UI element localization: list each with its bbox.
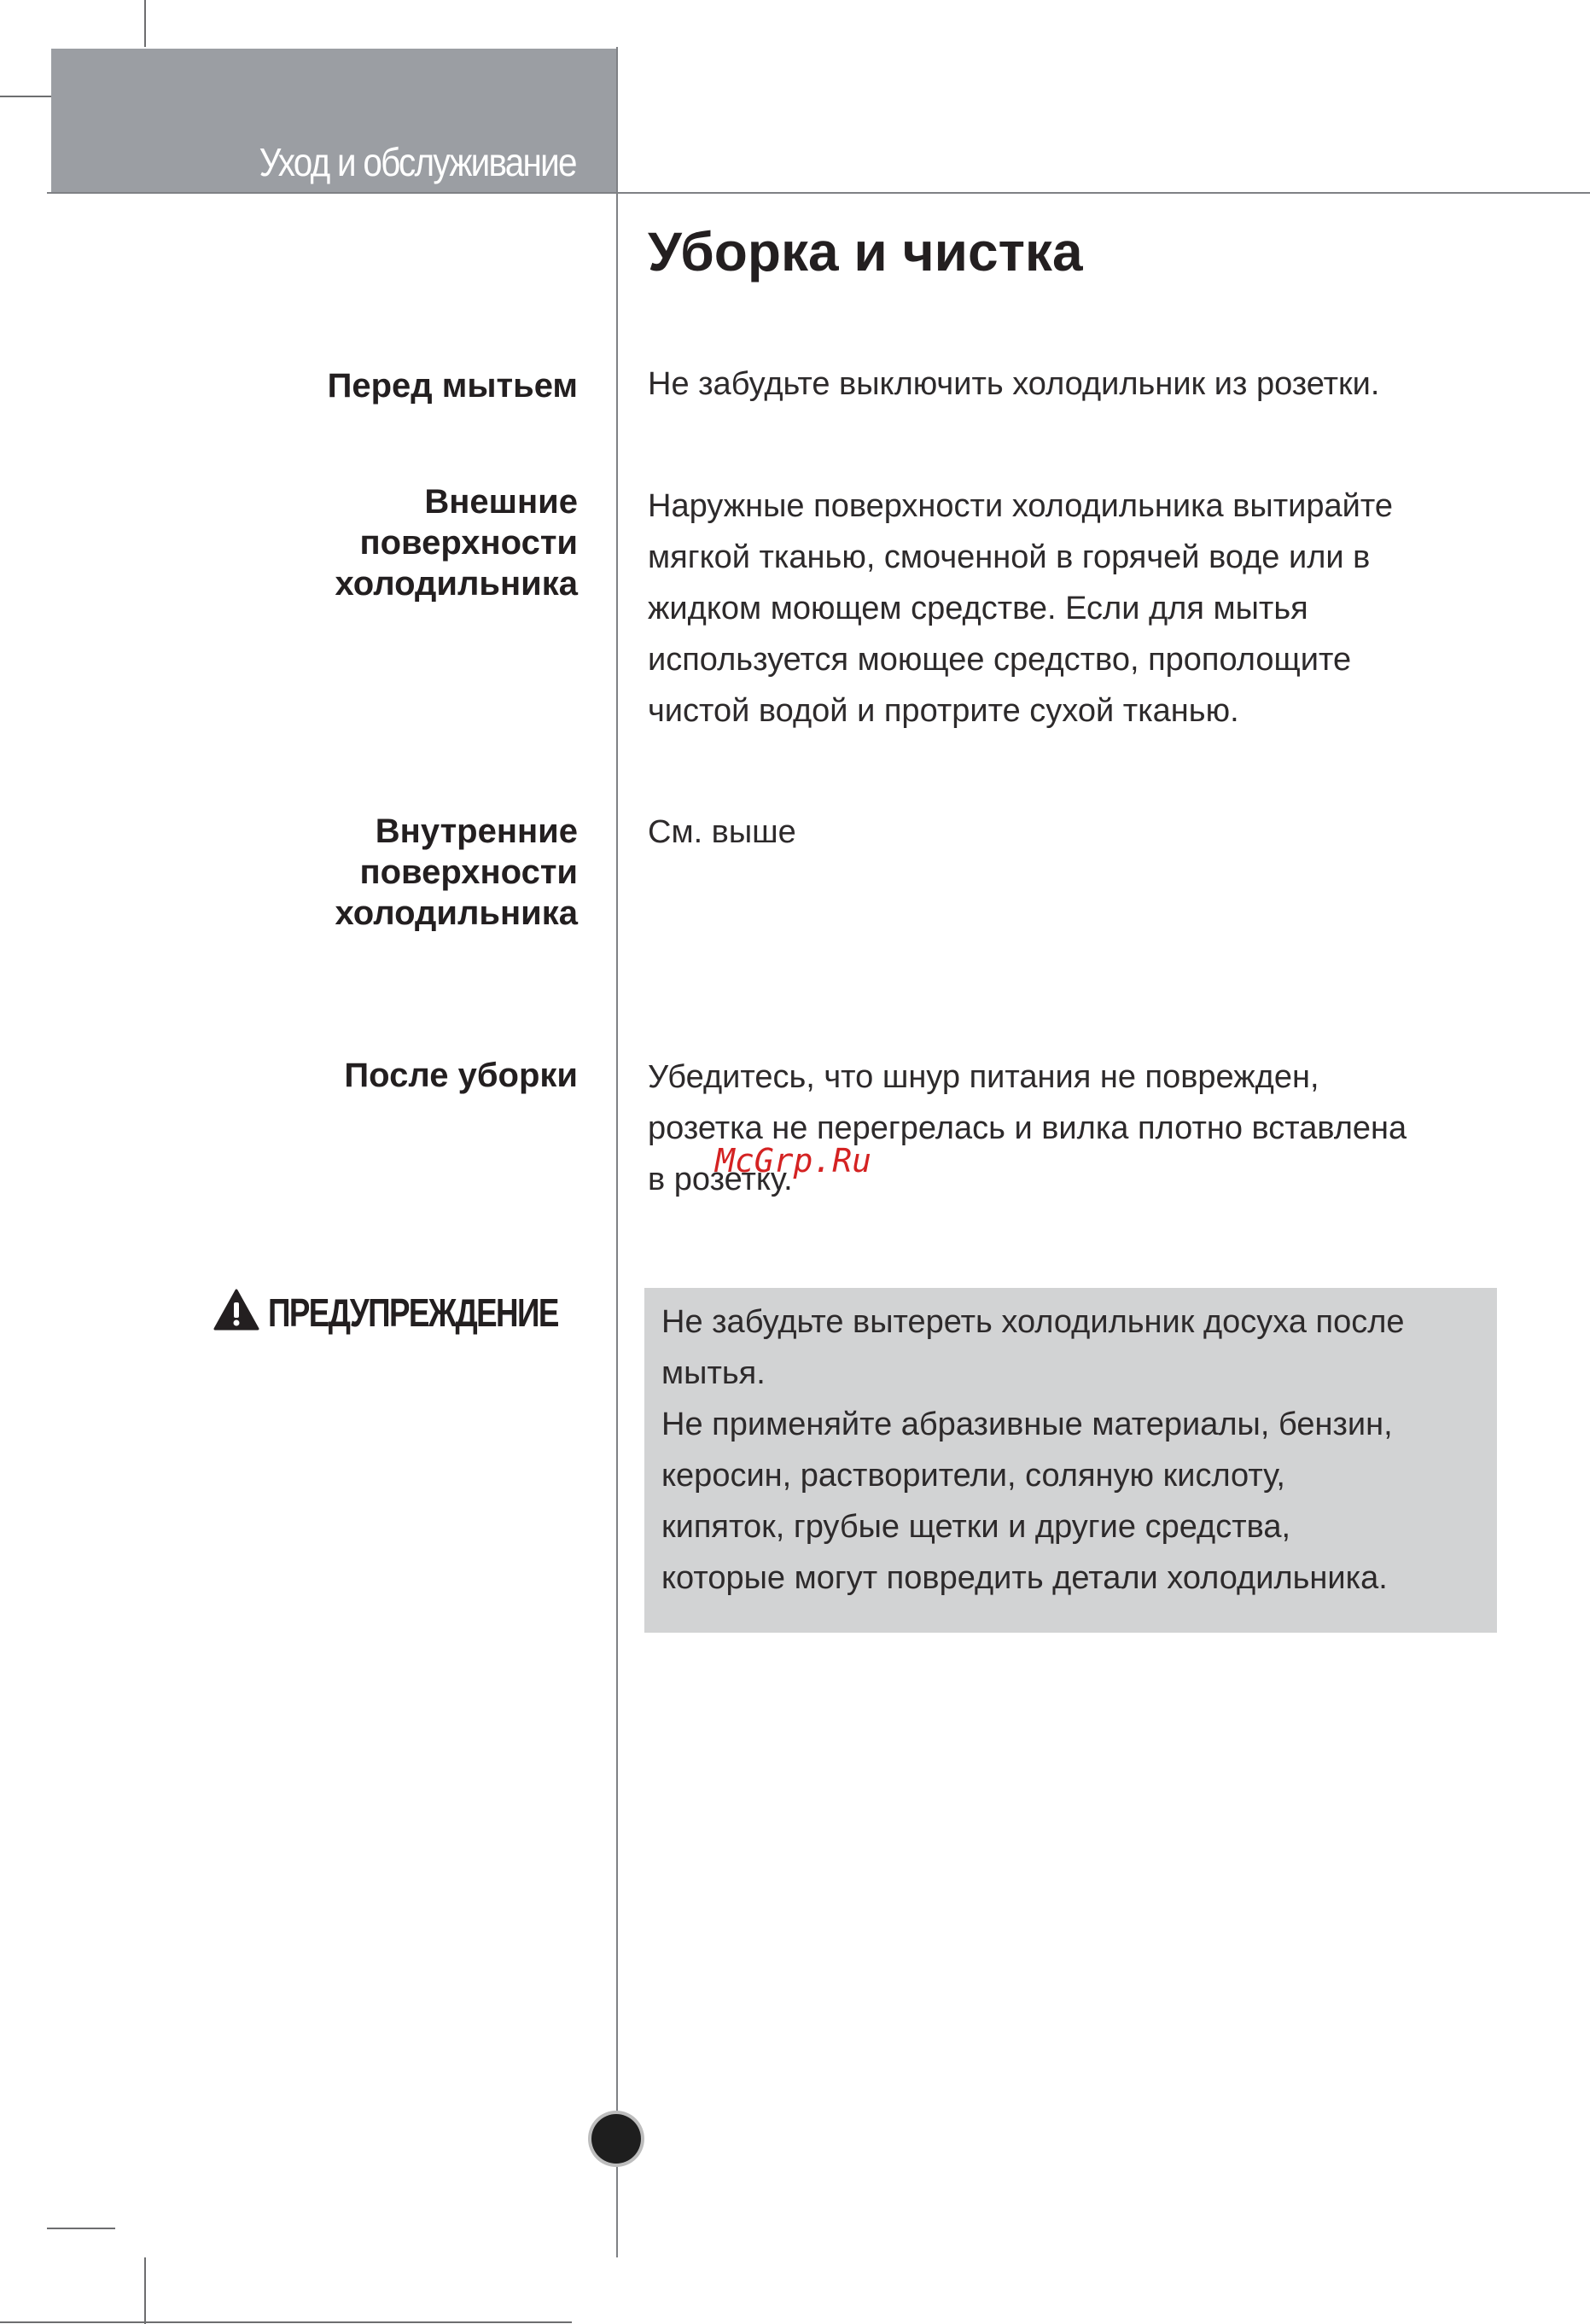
warning-text-line: керосин, растворители, соляную кислоту, — [661, 1458, 1285, 1494]
crop-mark-bottom-line — [0, 2321, 572, 2323]
warning-text-line: Не забудьте вытереть холодильник досуха после — [661, 1304, 1405, 1340]
warning-text — [661, 1296, 1523, 1604]
warning-text-line: Не применяйте абразивные материалы, бензин, — [661, 1407, 1393, 1442]
row-label-line: поверхности — [359, 524, 578, 562]
crop-mark-bottom-h — [47, 2228, 115, 2229]
row-label-before-washing — [134, 365, 578, 406]
row-text-line: мягкой тканью, смоченной в горячей воде или в — [648, 539, 1371, 575]
row-text-after-cleaning — [648, 1051, 1510, 1205]
row-text-before-washing — [648, 358, 1510, 410]
warning-text-line: кипяток, грубые щетки и другие средства, — [661, 1509, 1291, 1545]
crop-mark-bottom-v — [144, 2257, 146, 2324]
row-label-interior-surfaces — [134, 811, 578, 934]
warning-text-line: мытья. — [661, 1355, 766, 1391]
row-label-line: холодильника — [335, 894, 578, 932]
row-text-line: розетка не перегрелась и вилка плотно вставлена — [648, 1110, 1407, 1146]
section-title: Уход и обслуживание — [259, 140, 576, 184]
row-text-interior-surfaces — [648, 807, 1510, 858]
row-text-line: чистой водой и протрите сухой тканью. — [648, 693, 1239, 729]
page-title: Уборка и чистка — [648, 221, 1083, 282]
row-text-line: в розетку. — [648, 1162, 793, 1197]
crop-mark-top-h — [0, 96, 51, 97]
warning-text-line: которые могут повредить детали холодильника. — [661, 1560, 1388, 1596]
row-text-exterior-surfaces — [648, 481, 1510, 737]
row-label-line: После уборки — [344, 1057, 578, 1094]
row-text-line: жидком моющем средстве. Если для мытья — [648, 591, 1308, 626]
header-rule — [47, 192, 1590, 194]
page-marker-dot — [591, 2114, 641, 2164]
row-label-line: Внутренние — [375, 813, 578, 850]
watermark: McGrp.Ru — [715, 1142, 872, 1179]
row-text-line: Убедитесь, что шнур питания не поврежден, — [648, 1059, 1319, 1095]
warning-box — [644, 1288, 1497, 1633]
row-text-line: Не забудьте выключить холодильник из розетки. — [648, 366, 1380, 402]
column-divider — [616, 47, 618, 2257]
row-label-line: Перед мытьем — [327, 367, 578, 405]
row-label-after-cleaning — [134, 1055, 578, 1096]
crop-mark-top-v — [144, 0, 146, 47]
row-label-line: холодильника — [335, 565, 578, 603]
warning-label — [213, 1289, 578, 1336]
warning-triangle-icon — [213, 1289, 259, 1336]
section-header-band — [51, 49, 617, 192]
row-label-line: Внешние — [424, 483, 578, 521]
row-label-line: поверхности — [359, 853, 578, 891]
warning-title: ПРЕДУПРЕЖДЕНИЕ — [268, 1290, 559, 1335]
row-text-line: См. выше — [648, 814, 796, 850]
row-text-line: используется моющее средство, прополощите — [648, 642, 1352, 678]
row-label-exterior-surfaces — [134, 481, 578, 604]
row-text-line: Наружные поверхности холодильника вытирайте — [648, 488, 1393, 524]
